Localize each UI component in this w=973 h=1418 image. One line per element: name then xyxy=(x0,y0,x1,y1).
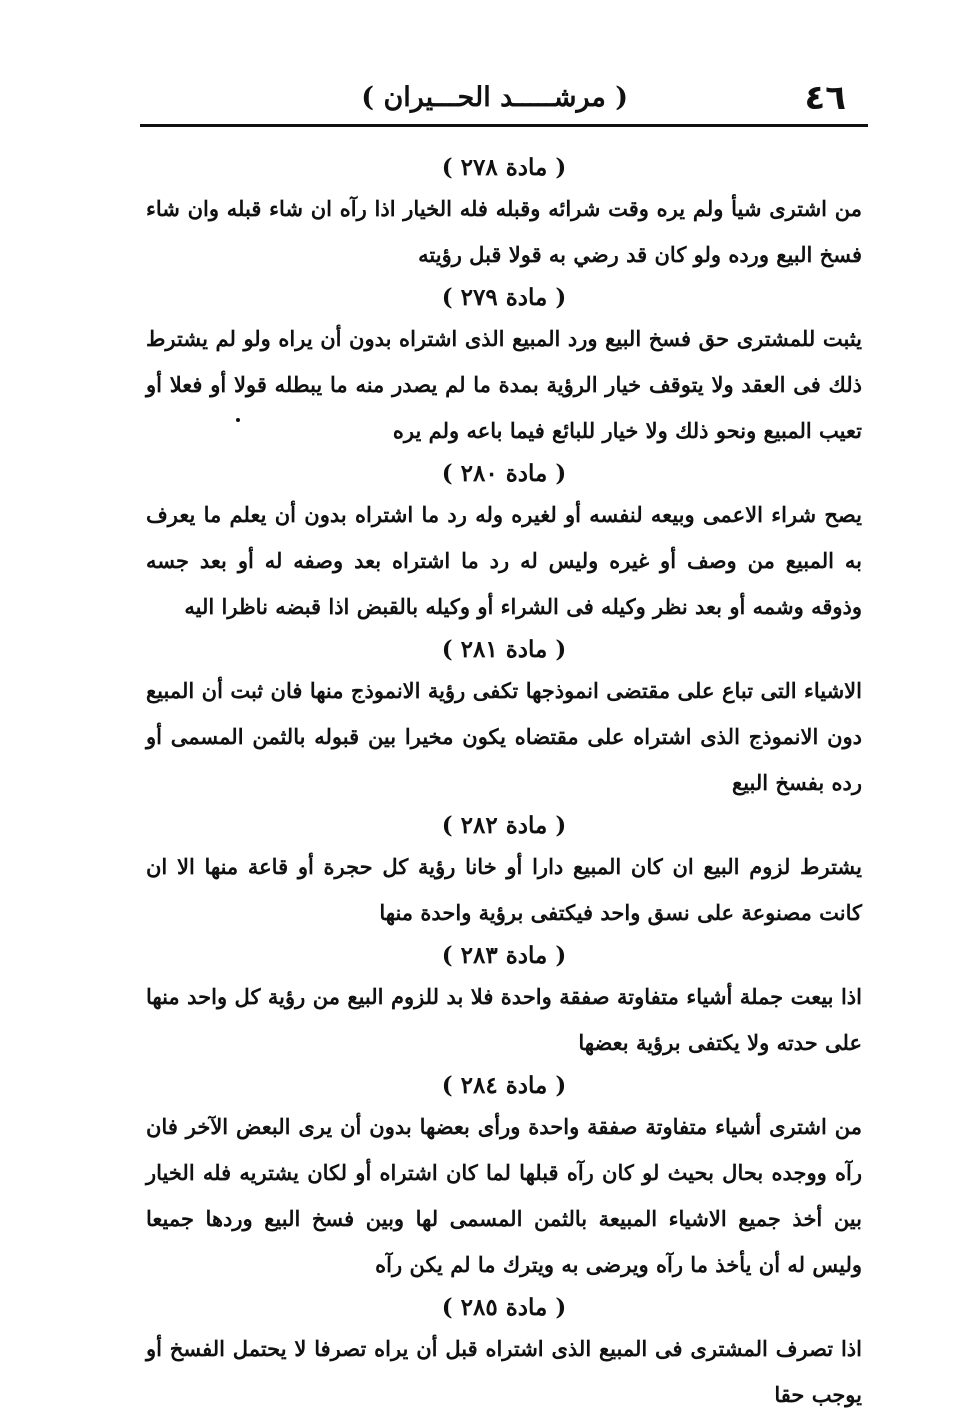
running-title: ( مرشـــــد الحـــيران ) xyxy=(361,82,628,113)
article-281 xyxy=(140,632,868,806)
article-text: يصح شراء الاعمى وبيعه لنفسه أو لغيره وله رد ما اشتراه بدون أن يعلم ما يعرف به المبيع من وصف أو غيره وليس له رد ما اشتراه بعد وصفه له أو بعد جسه وذوقه وشمه أو بعد نظر وكيله فى الشراء أو وكيله بالقبض اذا قبضه ناظرا اليه xyxy=(146,502,862,619)
article-279 xyxy=(140,280,868,454)
article-283 xyxy=(140,938,868,1066)
page-number: ٤٦ xyxy=(804,78,846,118)
article-282 xyxy=(140,808,868,936)
article-text: اذا بيعت جملة أشياء متفاوتة صفقة واحدة فلا بد للزوم البيع من رؤية كل واحد منها على حدته ولا يكتفى برؤية بعضها xyxy=(146,984,862,1055)
article-heading: ( مادة ٢٨٣ ) xyxy=(441,942,567,969)
article-text: من اشترى شيأ ولم يره وقت شرائه وقبله فله الخيار اذا رآه ان شاء قبله وان شاء فسخ البيع ورده ولو كان قد رضي به قولا قبل رؤيته xyxy=(146,196,862,267)
ink-speck xyxy=(236,418,240,422)
article-285 xyxy=(140,1290,868,1418)
article-heading: ( مادة ٢٨٢ ) xyxy=(441,812,567,839)
article-heading: ( مادة ٢٧٨ ) xyxy=(441,154,567,181)
article-280 xyxy=(140,456,868,630)
article-heading: ( مادة ٢٨٥ ) xyxy=(441,1294,567,1321)
article-284 xyxy=(140,1068,868,1288)
article-text: يشترط لزوم البيع ان كان المبيع دارا أو خانا رؤية كل حجرة أو قاعة منها الا ان كانت مصنوعة على نسق واحد فيكتفى برؤية واحدة منها xyxy=(146,854,862,925)
article-heading: ( مادة ٢٧٩ ) xyxy=(441,284,567,311)
article-text: من اشترى أشياء متفاوتة صفقة واحدة ورأى بعضها بدون أن يرى البعض الآخر فان رآه ووجده بحال بحيث لو كان رآه قبلها لما كان اشتراه أو لكان يشتريه فله الخيار بين أخذ جميع الاشياء المبيعة بالثمن المسمى لها وبين فسخ البيع وردها جميعا وليس له أن يأخذ ما رآه ويرضى به ويترك ما لم يكن رآه xyxy=(146,1114,862,1277)
article-text: الاشياء التى تباع على مقتضى انموذجها تكفى رؤية الانموذج منها فان ثبت أن المبيع دون الانموذج الذى اشتراه على مقتضاه يكون مخيرا بين قبوله بالثمن المسمى أو رده بفسخ البيع xyxy=(146,678,862,795)
article-278 xyxy=(140,150,868,278)
article-text: يثبت للمشترى حق فسخ البيع ورد المبيع الذى اشتراه بدون أن يراه ولو لم يشترط ذلك فى العقد ولا يتوقف خيار الرؤية بمدة ما لم يصدر منه ما يبطله قولا أو فعلا أو تعيب المبيع ونحو ذلك ولا خيار للبائع فيما باعه ولم يره xyxy=(146,326,862,443)
article-text: اذا تصرف المشترى فى المبيع الذى اشتراه قبل أن يراه تصرفا لا يحتمل الفسخ أو يوجب حقا xyxy=(146,1336,862,1407)
header-rule xyxy=(140,124,868,127)
article-heading: ( مادة ٢٨٤ ) xyxy=(441,1072,567,1099)
page-header xyxy=(140,78,868,122)
article-heading: ( مادة ٢٨١ ) xyxy=(441,636,567,663)
articles-list xyxy=(140,148,868,1418)
article-heading: ( مادة ٢٨٠ ) xyxy=(441,460,567,487)
